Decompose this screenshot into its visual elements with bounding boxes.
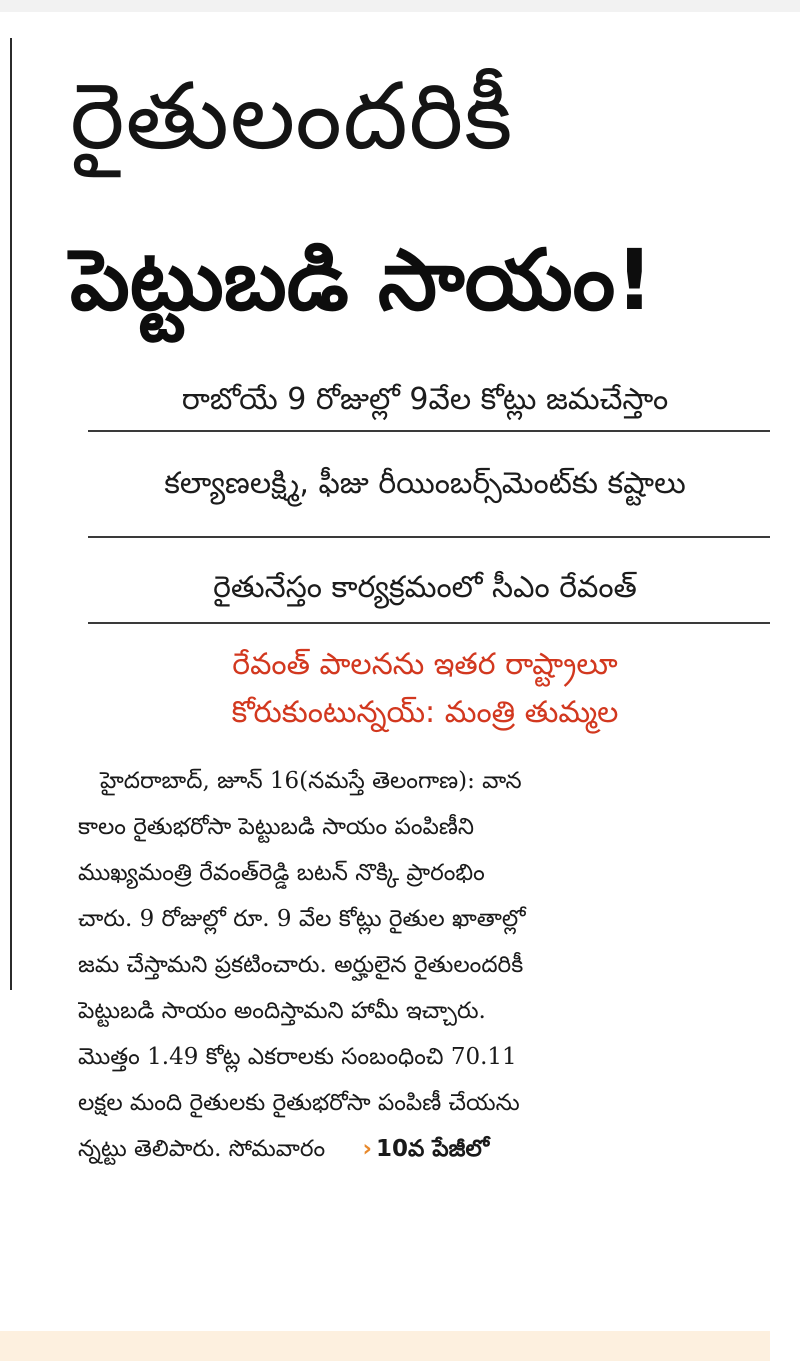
continued-on-page-label: 10వ పేజీలో [375,1136,490,1162]
body-line: మొత్తం 1.49 కోట్ల ఎకరాలకు సంబంధించి 70.11 [78,1044,517,1070]
continue-arrow-icon: › [362,1136,372,1162]
red-subheading-line-2: కోరుకుంటున్నయ్: మంత్రి తుమ్మల [231,695,619,730]
article-body [78,758,772,1172]
continued-on-page-link[interactable] [362,1136,489,1162]
deck-line-3: రైతునేస్తం కార్యక్రమంలో సీఎం రేవంత్ [213,570,637,605]
body-line: పెట్టుబడి సాయం అందిస్తామని హామీ ఇచ్చారు. [78,998,486,1024]
bottom-band [0,1331,770,1361]
body-line: జమ చేస్తామని ప్రకటించారు. అర్హులైన రైతులందరికీ [78,952,524,978]
deck-line-1: రాబోయే 9 రోజుల్లో 9వేల కోట్లు జమచేస్తాం [181,382,669,417]
body-line: ముఖ్యమంత్రి రేవంత్‌రెడ్డి బటన్ నొక్కి ప్రారంభిం [78,860,485,886]
deck-divider-3 [88,622,770,624]
top-strip [0,0,800,12]
body-line: చారు. 9 రోజుల్లో రూ. 9 వేల కోట్లు రైతుల ఖాతాల్లో [78,906,526,932]
deck-divider-2 [88,536,770,538]
headline-line-1: రైతులందరికీ [70,63,514,170]
body-line: హైదరాబాద్, జూన్ 16(నమస్తే తెలంగాణ): వాన [100,768,522,794]
column-rule [10,38,12,990]
headline-line-2: పెట్టుబడి సాయం! [70,231,654,329]
deck-divider-1 [88,430,770,432]
body-last-line [78,1126,772,1172]
deck-line-2: కల్యాణలక్ష్మి, ఫీజు రీయింబర్స్‌మెంట్‌కు కష్టాలు [164,466,686,501]
body-line: కాలం రైతుభరోసా పెట్టుబడి సాయం పంపిణీని [78,814,474,840]
body-line: లక్షల మంది రైతులకు రైతుభరోసా పంపిణీ చేయను [78,1090,520,1116]
red-subheading-line-1: రేవంత్ పాలనను ఇతర రాష్ట్రాలూ [232,647,618,682]
body-line-text: న్నట్టు తెలిపారు. సోమవారం [78,1136,326,1162]
